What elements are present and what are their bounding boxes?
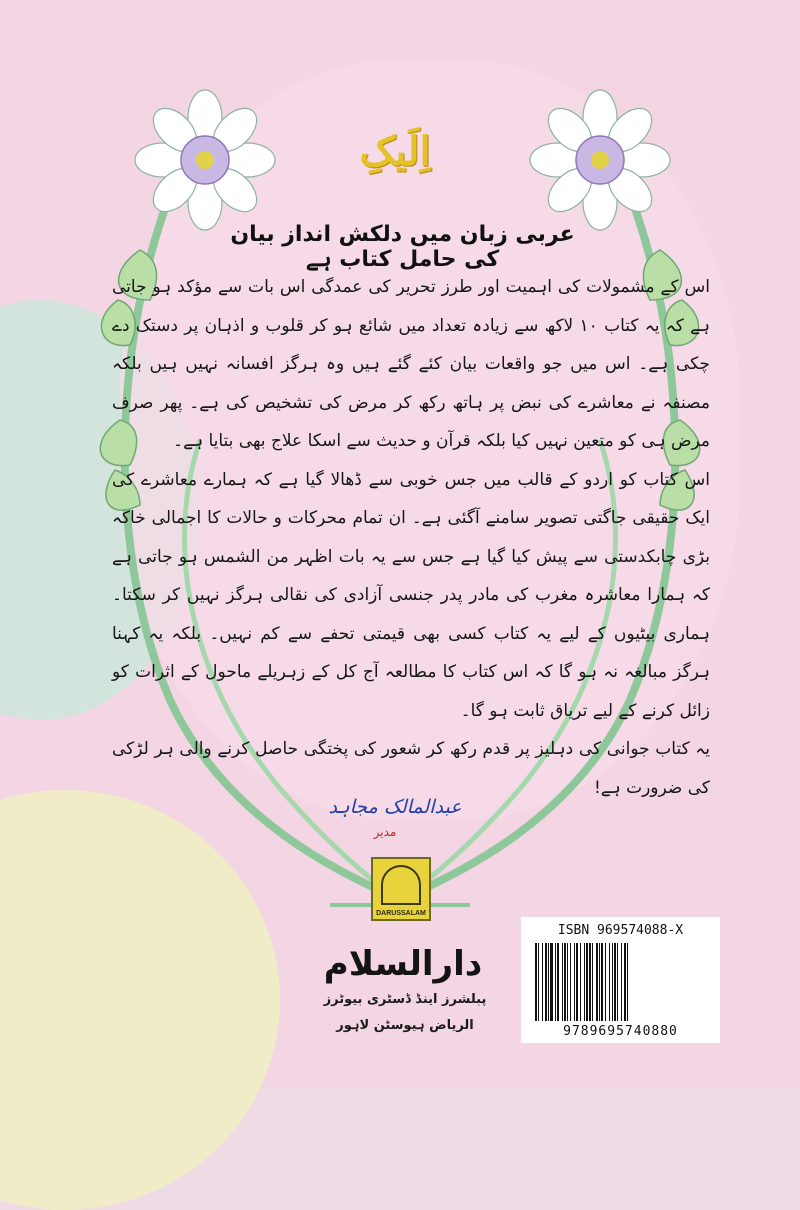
publisher-logo — [371, 857, 431, 921]
barcode-bar — [557, 943, 559, 1021]
signature-role: مدیر — [373, 825, 397, 839]
barcode-bar — [586, 943, 588, 1021]
barcode-bar — [605, 943, 606, 1021]
publisher-name: دارالسلام — [323, 944, 483, 984]
barcode-bar — [599, 943, 600, 1021]
barcode-panel — [521, 917, 720, 1043]
description-text — [112, 268, 710, 807]
barcode-bar — [580, 943, 581, 1021]
signature-name: عبدالمالک مجاہد — [328, 796, 462, 818]
barcode-bar — [612, 943, 613, 1021]
barcode-bar — [570, 943, 571, 1021]
barcode-bar — [548, 943, 549, 1021]
barcode-bar — [567, 943, 568, 1021]
barcode-bar — [584, 943, 585, 1021]
barcode-bar — [562, 943, 563, 1021]
barcode-bar — [538, 943, 539, 1021]
publisher-tagline: پبلشرز اینڈ ڈسٹری بیوٹرز — [323, 992, 487, 1007]
barcode-number: 9789695740880 — [563, 1024, 678, 1039]
barcode-bar — [596, 943, 598, 1021]
barcode-bar — [542, 943, 543, 1021]
barcode-bar — [574, 943, 575, 1021]
barcode-bar — [624, 943, 626, 1021]
paragraph: یہ کتاب جوانی کی دہلیز پر قدم رکھ کر شعور کی پختگی حاصل کرنے والی ہر لڑکی کی ضرورت ہے! — [112, 739, 710, 798]
flower-right — [530, 90, 670, 230]
book-title: اِلَیکِ — [359, 128, 431, 175]
barcode-bar — [550, 943, 553, 1021]
barcode-bar — [564, 943, 566, 1021]
barcode-bar — [601, 943, 603, 1021]
barcode-bar — [627, 943, 628, 1021]
barcode-bar — [545, 943, 547, 1021]
flower-left — [135, 90, 275, 230]
barcode-bar — [614, 943, 616, 1021]
barcode-bar — [609, 943, 610, 1021]
logo-wordmark: DARUSSALAM — [376, 910, 426, 917]
barcode-bar — [589, 943, 591, 1021]
barcode-bar — [555, 943, 556, 1021]
barcode-bar — [621, 943, 622, 1021]
barcode-bar — [535, 943, 537, 1021]
paragraph: اس کے مشمولات کی اہمیت اور طرز تحریر کی عمدگی اس بات سے مؤکد ہو جاتی ہے کہ یہ کتاب ۱۰ لاکھ سے زیادہ تعداد میں شائع ہو کر قلوب و اذہان پر دستک دے چکی ہے۔ اس میں جو واقعات بیان کئے گئے ہیں وہ ہرگز افسانہ نہیں ہیں بلکہ مصنفہ نے معاشرے کی نبض پر ہاتھ رکھ کر مرض کی تشخیص کی ہے۔ پھر صرف مرض ہی کو متعین نہیں کیا بلکہ قرآن و حدیث سے اسکا علاج بھی بتایا ہے۔ — [112, 277, 710, 451]
publisher-locations: الریاض ہیوسٹن لاہور — [336, 1018, 474, 1033]
isbn-label: ISBN 969574088-X — [557, 923, 684, 938]
barcode-bar — [617, 943, 618, 1021]
paragraph: اس کتاب کو اردو کے قالب میں جس خوبی سے ڈھالا گیا ہے کہ ہمارے معاشرے کی ایک حقیقی جاگتی تصویر سامنے آگئی ہے۔ ان تمام محرکات و حالات کا اجمالی خاکہ بڑی چابکدستی سے پیش کیا گیا ہے جس سے یہ بات اظہر من الشمس ہو جاتی ہے کہ ہمارا معاشرہ مغرب کی مادر پدر جنسی آزادی کی نقالی ہرگز نہیں کر سکتا۔ ہماری بیٹیوں کے لیے یہ کتاب کسی بھی قیمتی تحفے سے کم نہیں۔ بلکہ یہ کہنا ہرگز مبالغہ نہ ہو گا کہ اس کتاب کا مطالعہ آج کل کے زہریلے ماحول کے اثرات کو زائل کرنے کے لیے تریاق ثابت ہو گا۔ — [112, 469, 710, 721]
barcode-bar — [592, 943, 593, 1021]
logo-arch-icon — [381, 865, 421, 905]
barcode-bar — [576, 943, 578, 1021]
subtitle: عربی زبان میں دلکش انداز بیان کی حامل کتاب ہے — [230, 222, 575, 272]
